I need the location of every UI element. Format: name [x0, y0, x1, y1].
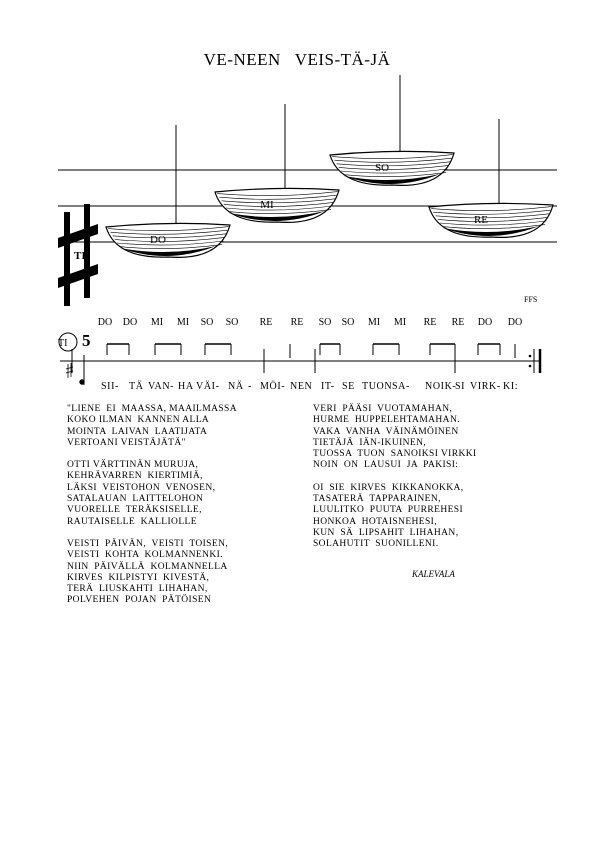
lyric-syllable: SI [455, 381, 466, 392]
poem-stanza: "LIENE EI MAASSA, MAAILMASSA KOKO ILMAN KANNEN ALLA MOINTA LAIVAN LAATIJATA VERTOANI VEISTÄJÄTÄ" [67, 404, 237, 448]
poem-left-column [67, 404, 237, 618]
poem-source: KALEVALA [412, 569, 455, 579]
rhythm-notation [107, 344, 515, 358]
solfege-syllable: SO [341, 317, 355, 328]
eighth-pair-4 [320, 344, 340, 355]
solfege-syllable: SO [225, 317, 239, 328]
solfege-syllable: MI [150, 317, 164, 328]
solfege-syllable: MI [176, 317, 190, 328]
boat-label-re: RE [473, 214, 489, 226]
lyric-syllable: MÖI- [260, 381, 286, 392]
solfege-syllable: RE [423, 317, 437, 328]
boat-so [330, 75, 454, 185]
solfege-syllable: DO [97, 317, 113, 328]
solfege-syllable: SO [318, 317, 332, 328]
lower-staff [60, 349, 541, 373]
lyric-syllable: IT- [321, 381, 335, 392]
lyric-syllable: SA- [392, 381, 410, 392]
solfege-syllable: RE [290, 317, 304, 328]
lyric-syllable: NEN [290, 381, 313, 392]
solfege-syllable: SO [200, 317, 214, 328]
solfege-syllable: RE [259, 317, 273, 328]
solfege-syllable: DO [507, 317, 523, 328]
eighth-pair-1 [107, 344, 129, 355]
eighth-pair-5 [373, 344, 399, 355]
lyric-syllable: SII- [101, 381, 119, 392]
solfege-syllable: DO [122, 317, 138, 328]
boat-label-mi: MI [260, 199, 274, 211]
lyric-syllable: NÄ [228, 381, 244, 392]
solfege-syllable: MI [393, 317, 407, 328]
boats-group [106, 75, 553, 257]
lyric-syllable: SE [342, 381, 355, 392]
eighth-pair-2 [155, 344, 181, 355]
poem-stanza: OTTI VÄRTTINÄN MURUJA, KEHRÄVARREN KIERTIMIÄ, LÄKSI VEISTOHON VENOSEN, SATALAUAN LAITTELOHON VUORELLE TERÄKSISELLE, RAUTAISELLE KALLIOLLE [67, 460, 216, 527]
poem-right-column [313, 404, 477, 562]
start-note-label: TI [58, 338, 68, 349]
lyrics-row [0, 381, 594, 393]
time-signature: 5 [82, 331, 91, 350]
poem-stanza: OI SIE KIRVES KIKKANOKKA, TASATERÄ TAPPARAINEN, LUULITKO PUUTA PURREHESI HONKOA HOTAISNEHESI, KUN SÄ LIPSAHIT LIHAHAN, SOLAHUTIT SUONILLENI. [313, 482, 464, 550]
clef-label: TI, [74, 250, 89, 262]
solfege-syllable: MI [367, 317, 381, 328]
lyric-syllable: NOIK- [425, 381, 457, 392]
lyric-syllable: TÄ [129, 381, 144, 392]
boat-label-so: SO [374, 162, 390, 174]
poem-stanza: VERI PÄÄSI VUOTAMAHAN, HURME HUPPELEHTAMAHAN. VAKA VANHA VÄINÄMÖINEN TIETÄJÄ IÄN-IKUINEN, TUOSSA TUON SANOIKSI VIRKKI NOIN ON LAUSUI JA PAKISI: [313, 404, 477, 471]
lyric-syllable: VAN- [148, 381, 175, 392]
credit-initials: FFS [524, 295, 538, 304]
solfege-syllable: DO [477, 317, 493, 328]
lyric-syllable: KI: [503, 381, 519, 392]
eighth-pair-7 [478, 344, 500, 355]
lyric-syllable: - [248, 381, 252, 392]
lyric-syllable: VIRK- [470, 381, 501, 392]
eighth-pair-3 [205, 344, 231, 355]
boat-do [106, 125, 230, 257]
solfege-syllable: RE [451, 317, 465, 328]
boat-label-do: DO [150, 234, 166, 246]
eighth-pair-6 [430, 344, 455, 355]
solfege-row [0, 317, 594, 329]
boat-re [429, 119, 553, 237]
page-title: VE-NEEN VEIS-TÄ-JÄ [203, 50, 391, 69]
lyric-syllable: HA [178, 381, 194, 392]
lyric-syllable: VÄI- [196, 381, 220, 392]
boat-mi [215, 104, 339, 222]
lyric-syllable: TUON [362, 381, 393, 392]
poem-stanza: VEISTI PÄIVÄN, VEISTI TOISEN, VEISTI KOHTA KOLMANNENKI. NIIN PÄIVÄLLÄ KOLMANNELLA KIRVES KILPISTYI KIVESTÄ, TERÄ LIUSKAHTI LIHAHAN, POLVEHEN POJAN PÄTÖISEN [67, 538, 229, 606]
